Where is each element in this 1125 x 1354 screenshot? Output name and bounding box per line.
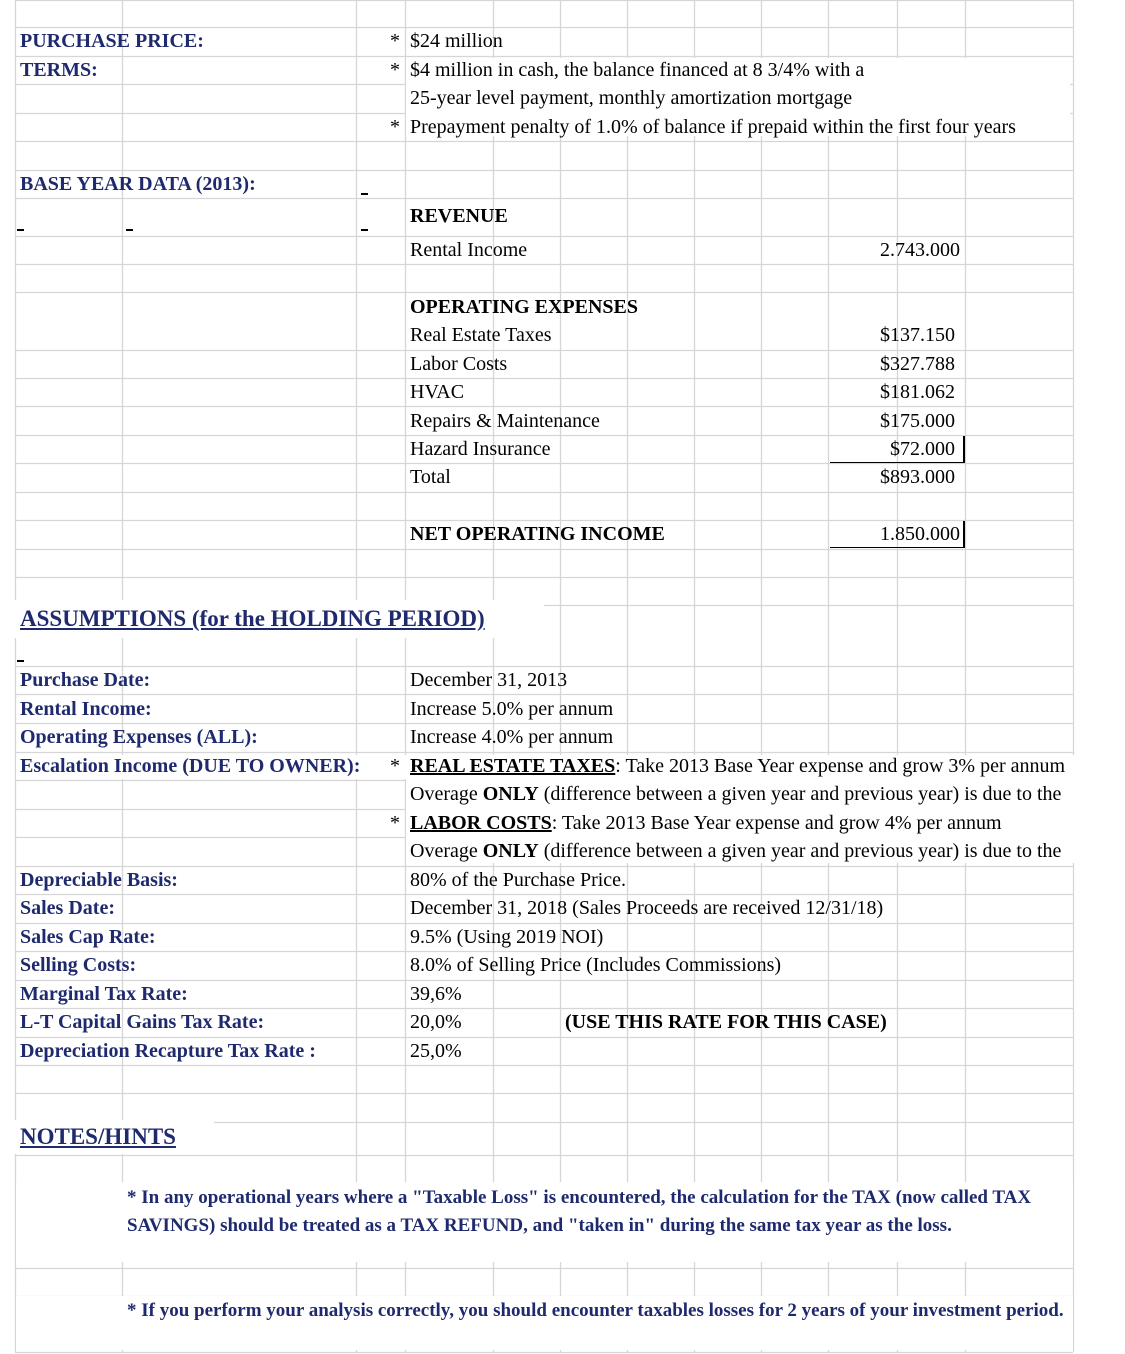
revenue-heading: REVENUE [410, 205, 508, 227]
expense-label: Real Estate Taxes [410, 324, 552, 346]
opex-heading: OPERATING EXPENSES [410, 296, 639, 318]
cell-marker [361, 229, 368, 231]
rental-income-assumption-label: Rental Income: [20, 698, 152, 720]
rental-income-label: Rental Income [410, 239, 528, 261]
opex-assumption-label: Operating Expenses (ALL): [20, 726, 258, 748]
ret-title: REAL ESTATE TAXES [410, 755, 616, 777]
opex-assumption-value: Increase 4.0% per annum [410, 726, 614, 748]
cell-marker [17, 660, 24, 662]
overage-prefix: Overage [410, 783, 483, 805]
purchase-date-label: Purchase Date: [20, 669, 151, 691]
expense-value: $72.000 [890, 438, 955, 460]
note-taxable-losses-count: * If you perform your analysis correctly, you should encounter taxables losses for 2 years of your investment period. [127, 1300, 1064, 1321]
bullet-marker: * [390, 755, 400, 777]
terms-line: 25-year level payment, monthly amortization mortgage [410, 87, 853, 109]
cell-marker [126, 229, 133, 231]
sales-cap-rate-label: Sales Cap Rate: [20, 926, 156, 948]
depreciable-basis-label: Depreciable Basis: [20, 869, 178, 891]
selling-costs-value: 8.0% of Selling Price (Includes Commissions) [410, 954, 782, 976]
labor-title: LABOR COSTS [410, 812, 552, 834]
bullet-marker: * [390, 116, 400, 138]
overage-suffix: (difference between a given year and previous year) is due to the [538, 783, 1062, 805]
noi-underline [830, 547, 964, 548]
overage-line [410, 782, 1061, 806]
rental-income-value: 2.743.000 [880, 239, 960, 261]
noi-value: 1.850.000 [880, 523, 960, 545]
expense-value: $327.788 [880, 353, 955, 375]
cell-marker [361, 193, 368, 195]
bullet-marker: * [390, 30, 400, 52]
expense-label: Labor Costs [410, 353, 508, 375]
recapture-tax-value: 25,0% [410, 1040, 462, 1062]
overage-only: ONLY [482, 840, 539, 862]
escalation-label: Escalation Income (DUE TO OWNER): [20, 755, 361, 777]
terms-label: TERMS: [20, 59, 98, 81]
selling-costs-label: Selling Costs: [20, 954, 137, 976]
overage-only: ONLY [482, 783, 539, 805]
bullet-marker: * [390, 59, 400, 81]
sales-date-value: December 31, 2018 (Sales Proceeds are received 12/31/18) [410, 897, 884, 919]
marginal-tax-value: 39,6% [410, 983, 462, 1005]
ltcg-note: (USE THIS RATE FOR THIS CASE) [565, 1011, 887, 1033]
marginal-tax-label: Marginal Tax Rate: [20, 983, 188, 1005]
ret-text: : Take 2013 Base Year expense and grow 3% per annum [615, 755, 1066, 777]
expense-value: $181.062 [880, 381, 955, 403]
subtotal-line [830, 462, 964, 463]
overage-prefix: Overage [410, 840, 483, 862]
expense-label: Hazard Insurance [410, 438, 551, 460]
overage-line [410, 839, 1061, 863]
ret-escalation-line [410, 754, 1065, 778]
purchase-price-label: PURCHASE PRICE: [20, 30, 204, 52]
expense-label: Repairs & Maintenance [410, 410, 600, 432]
labor-escalation-line [410, 811, 1002, 835]
base-year-label: BASE YEAR DATA (2013): [20, 173, 256, 195]
depreciable-basis-value: 80% of the Purchase Price. [410, 869, 627, 891]
expense-value: $175.000 [880, 410, 955, 432]
sales-date-label: Sales Date: [20, 897, 115, 919]
expense-label: HVAC [410, 381, 465, 403]
terms-line: Prepayment penalty of 1.0% of balance if prepaid within the first four years [410, 116, 1016, 138]
noi-border [963, 521, 965, 548]
expense-total-label: Total [410, 466, 451, 488]
recapture-tax-label: Depreciation Recapture Tax Rate : [20, 1040, 316, 1062]
terms-line: $4 million in cash, the balance financed at 8 3/4% with a [410, 59, 865, 81]
ltcg-tax-label: L-T Capital Gains Tax Rate: [20, 1011, 265, 1033]
labor-text: : Take 2013 Base Year expense and grow 4% per annum [551, 812, 1002, 834]
assumptions-heading: ASSUMPTIONS (for the HOLDING PERIOD) [20, 606, 485, 631]
overage-suffix: (difference between a given year and previous year) is due to the [538, 840, 1062, 862]
rental-income-assumption-value: Increase 5.0% per annum [410, 698, 614, 720]
cell-marker [17, 229, 24, 231]
noi-label: NET OPERATING INCOME [410, 523, 665, 545]
expense-value: $137.150 [880, 324, 955, 346]
subtotal-border [963, 436, 965, 463]
notes-heading: NOTES/HINTS [20, 1124, 176, 1149]
price-value: $24 million [410, 30, 503, 52]
purchase-date-value: December 31, 2013 [410, 669, 568, 691]
sales-cap-rate-value: 9.5% (Using 2019 NOI) [410, 926, 604, 948]
bullet-marker: * [390, 812, 400, 834]
expense-total-value: $893.000 [880, 466, 955, 488]
ltcg-tax-value: 20,0% [410, 1011, 462, 1033]
note-taxable-loss: * In any operational years where a "Taxable Loss" is encountered, the calculation for the TAX (now called TAX SAVINGS) should be treated as a TAX REFUND, and "taken in" during the same tax year as the loss. [127, 1187, 1032, 1236]
